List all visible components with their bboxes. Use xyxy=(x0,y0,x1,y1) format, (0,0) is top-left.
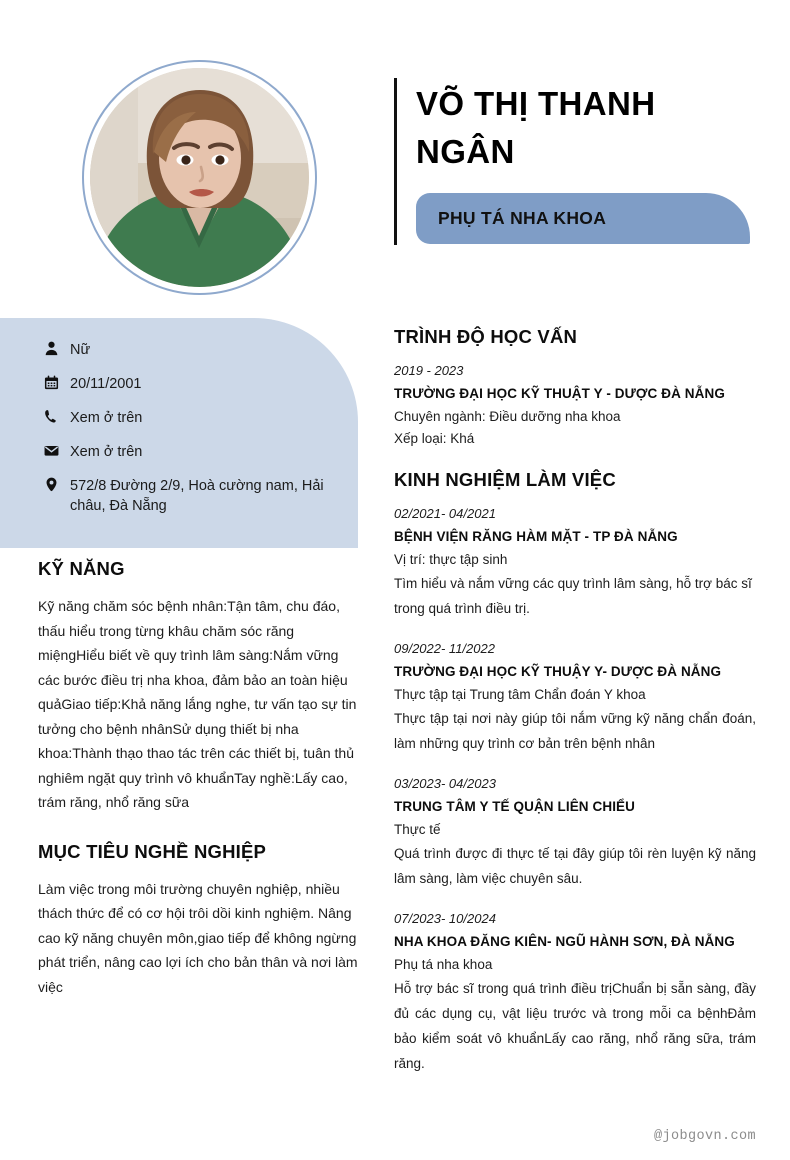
entry-org: TRUNG TÂM Y TẾ QUẬN LIÊN CHIỂU xyxy=(394,799,636,814)
experience-entry xyxy=(394,504,756,621)
entry-org: TRƯỜNG ĐẠI HỌC KỸ THUẬT Y - DƯỢC ĐÀ NẴNG xyxy=(394,386,725,401)
entry-date: 09/2022- 11/2022 xyxy=(394,641,495,656)
entry-date: 02/2021- 04/2021 xyxy=(394,506,496,521)
photo-ring xyxy=(82,60,317,295)
experience-entry xyxy=(394,639,756,756)
entry-role: Phụ tá nha khoa xyxy=(394,957,493,972)
education-heading: TRÌNH ĐỘ HỌC VẤN xyxy=(394,326,578,347)
contact-item-phone xyxy=(44,408,334,428)
entry-description: Tìm hiểu và nắm vững các quy trình lâm sàng, hỗ trợ bác sĩ trong quá trình điều trị. xyxy=(394,576,752,616)
job-title-label: PHỤ TÁ NHA KHOA xyxy=(438,208,607,228)
contact-item-email xyxy=(44,442,334,462)
entry-role: Thực tế xyxy=(394,822,441,837)
contact-value: Xem ở trên xyxy=(70,444,143,460)
envelope-icon xyxy=(44,442,70,458)
entry-org: NHA KHOA ĐĂNG KIÊN- NGŨ HÀNH SƠN, ĐÀ NẴNG xyxy=(394,934,735,949)
contact-panel xyxy=(0,318,358,548)
contact-value: 572/8 Đường 2/9, Hoà cường nam, Hải châu, Đà Nẵng xyxy=(70,478,324,514)
phone-icon xyxy=(44,408,70,424)
entry-org: BỆNH VIỆN RĂNG HÀM MẶT - TP ĐÀ NẴNG xyxy=(394,529,678,544)
entry-description: Thực tập tại nơi này giúp tôi nắm vững kỹ năng chẩn đoán, làm những quy trình cơ bản trên bệnh nhân xyxy=(394,711,756,751)
entry-role: Vị trí: thực tập sinh xyxy=(394,552,508,567)
objective-heading: MỤC TIÊU NGHỀ NGHIỆP xyxy=(38,840,267,862)
location-pin-icon xyxy=(44,476,70,492)
contact-value: Xem ở trên xyxy=(70,410,143,426)
watermark: @jobgovn.com xyxy=(653,1129,756,1144)
skills-heading: KỸ NĂNG xyxy=(38,558,125,579)
education-section xyxy=(394,326,756,450)
objective-section xyxy=(38,841,362,1000)
entry-org: TRƯỜNG ĐẠI HỌC KỸ THUẬY Y- DƯỢC ĐÀ NẴNG xyxy=(394,664,722,679)
contact-list xyxy=(44,340,334,516)
calendar-icon xyxy=(44,374,70,390)
contact-item-gender xyxy=(44,340,334,360)
skills-body: Kỹ năng chăm sóc bệnh nhân:Tận tâm, chu đáo, thấu hiểu trong từng khâu chăm sóc răng miệngHiểu biết về quy trình lâm sàng:Nắm vững các bước điều trị nha khoa, đảm bảo an toàn hiệu quảGiao tiếp:Khả năng lắng nghe, tư vấn tạo sự tin tưởng cho bệnh nhânSử dụng thiết bị nha khoa:Thành thạo thao tác trên các thiết bị, tuân thủ nghiêm ngặt quy trình vô khuẩnTay nghề:Lấy cao, trám răng, nhổ răng sữa xyxy=(38,598,357,810)
contact-value: Nữ xyxy=(70,342,91,358)
entry-description: Hỗ trợ bác sĩ trong quá trình điều trịChuẩn bị sẵn sàng, đầy đủ các dụng cụ, vật liệu trước và trong mỗi ca bệnhĐảm bảo kiểm soát vô khuẩnLấy cao răng, nhổ răng sữa, trám răng. xyxy=(394,981,756,1071)
skills-section xyxy=(38,558,362,815)
objective-body: Làm việc trong môi trường chuyên nghiệp, nhiều thách thức để có cơ hội trôi dồi kinh nghiệm. Nâng cao kỹ năng chuyên môn,giao tiếp để không ngừng phát triển, nâng cao lợi ích cho bản thân và nơi làm việc xyxy=(38,880,358,995)
contact-item-address xyxy=(44,476,334,516)
experience-entry xyxy=(394,774,756,891)
contact-item-birthdate xyxy=(44,374,334,394)
entry-grade: Xếp loại: Khá xyxy=(394,431,475,446)
contact-value: 20/11/2001 xyxy=(70,376,142,392)
right-sections xyxy=(394,326,756,1076)
experience-entry xyxy=(394,909,756,1076)
entry-description: Quá trình được đi thực tế tại đây giúp tôi rèn luyện kỹ năng lâm sàng, làm việc chuyên sâu. xyxy=(394,846,756,886)
entry-date: 03/2023- 04/2023 xyxy=(394,776,496,791)
page-title: VÕ THỊ THANH NGÂN xyxy=(416,85,656,170)
job-title-badge xyxy=(416,193,750,244)
avatar xyxy=(82,60,317,295)
entry-date: 2019 - 2023 xyxy=(394,363,464,378)
entry-role: Thực tập tại Trung tâm Chẩn đoán Y khoa xyxy=(394,687,646,702)
experience-heading: KINH NGHIỆM LÀM VIỆC xyxy=(394,469,616,490)
left-sections xyxy=(38,558,362,999)
entry-date: 07/2023- 10/2024 xyxy=(394,911,496,926)
name-accent-bar xyxy=(394,78,397,245)
person-icon xyxy=(44,340,70,356)
entry-major: Chuyên ngành: Điều dưỡng nha khoa xyxy=(394,409,621,424)
education-entry xyxy=(394,361,756,450)
experience-section xyxy=(394,469,756,1076)
